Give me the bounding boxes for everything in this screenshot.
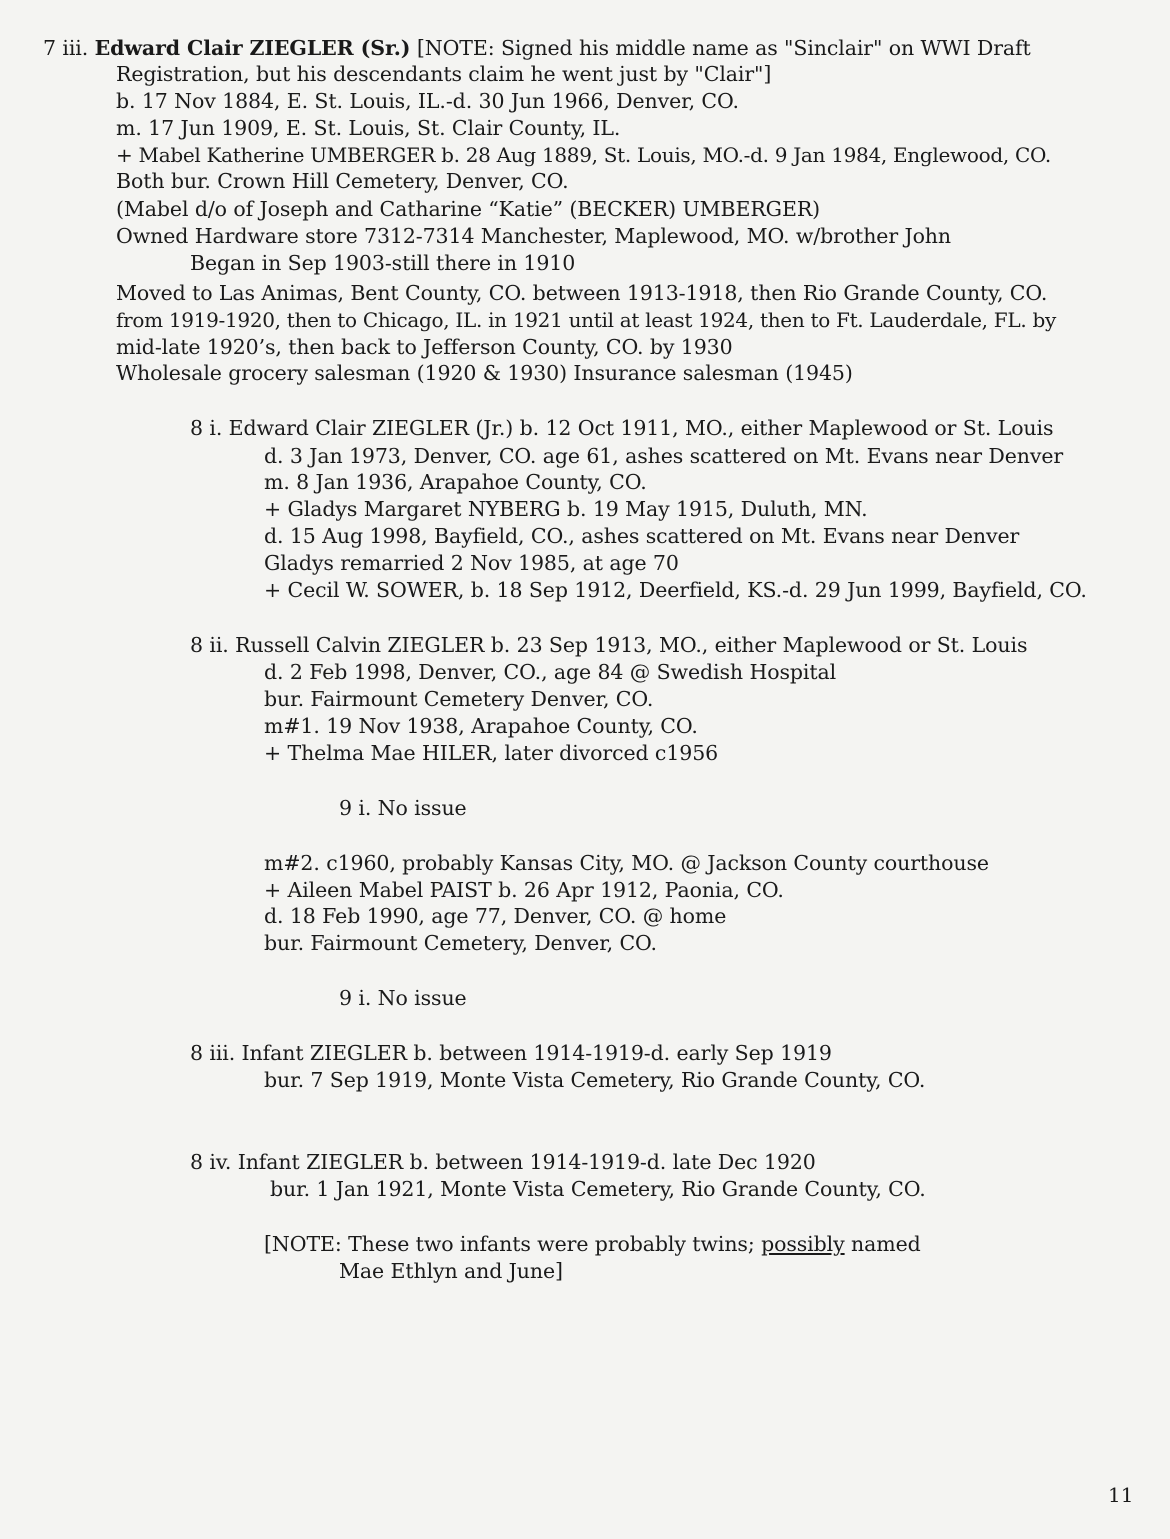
child-8i-marriage: m. 8 Jan 1936, Arapahoe County, CO.	[264, 470, 647, 494]
child-8i-spouse: + Gladys Margaret NYBERG b. 19 May 1915, Duluth, MN.	[264, 497, 868, 521]
twins-note-names: Mae Ethlyn and June]	[339, 1259, 563, 1283]
entry-marriage: m. 17 Jun 1909, E. St. Louis, St. Clair County, IL.	[116, 116, 621, 140]
twins-note	[264, 1231, 921, 1257]
child-8iii-burial: bur. 7 Sep 1919, Monte Vista Cemetery, Rio Grande County, CO.	[264, 1068, 926, 1092]
child-8ii-spouse-2-burial: bur. Fairmount Cemetery, Denver, CO.	[264, 931, 657, 955]
child-8ii-spouse-2-death: d. 18 Feb 1990, age 77, Denver, CO. @ home	[264, 904, 727, 928]
child-8i-spouse-death: d. 15 Aug 1998, Bayfield, CO., ashes scattered on Mt. Evans near Denver	[264, 524, 1020, 548]
child-8ii-issue-2: 9 i. No issue	[339, 986, 467, 1010]
twins-note-text: [NOTE: These two infants were probably twins;	[264, 1232, 762, 1256]
entry-note: [NOTE: Signed his middle name as "Sinclair" on WWI Draft	[416, 36, 1031, 60]
entry-heading-line	[43, 35, 1031, 61]
child-8ii-marriage-2: m#2. c1960, probably Kansas City, MO. @ Jackson County courthouse	[264, 851, 989, 875]
child-8ii-marriage-1: m#1. 19 Nov 1938, Arapahoe County, CO.	[264, 714, 698, 738]
child-8i-heading: 8 i. Edward Clair ZIEGLER (Jr.) b. 12 Oct 1911, MO., either Maplewood or St. Louis	[190, 416, 1054, 440]
entry-birth: b. 17 Nov 1884, E. St. Louis, IL.-d. 30 Jun 1966, Denver, CO.	[116, 89, 739, 113]
entry-spouse: + Mabel Katherine UMBERGER b. 28 Aug 1889, St. Louis, MO.-d. 9 Jan 1984, Englewood, CO.	[116, 143, 1051, 167]
child-8ii-spouse-2: + Aileen Mabel PAIST b. 26 Apr 1912, Paonia, CO.	[264, 878, 784, 902]
child-8i-death: d. 3 Jan 1973, Denver, CO. age 61, ashes scattered on Mt. Evans near Denver	[264, 444, 1064, 468]
child-8i-spouse-2: + Cecil W. SOWER, b. 18 Sep 1912, Deerfield, KS.-d. 29 Jun 1999, Bayfield, CO.	[264, 578, 1087, 602]
child-8ii-death: d. 2 Feb 1998, Denver, CO., age 84 @ Swedish Hospital	[264, 660, 837, 684]
entry-note-cont: Registration, but his descendants claim he went just by "Clair"]	[116, 62, 772, 86]
entry-moves-line-3: mid-late 1920’s, then back to Jefferson County, CO. by 1930	[116, 335, 733, 359]
child-8iii-heading: 8 iii. Infant ZIEGLER b. between 1914-1919-d. early Sep 1919	[190, 1041, 832, 1065]
child-8i-remarried: Gladys remarried 2 Nov 1985, at age 70	[264, 551, 679, 575]
entry-burial: Both bur. Crown Hill Cemetery, Denver, CO.	[116, 169, 569, 193]
child-8ii-burial: bur. Fairmount Cemetery Denver, CO.	[264, 687, 654, 711]
page-number: 11	[1108, 1483, 1134, 1507]
child-8ii-issue-1: 9 i. No issue	[339, 796, 467, 820]
child-8iv-heading: 8 iv. Infant ZIEGLER b. between 1914-1919-d. late Dec 1920	[190, 1150, 816, 1174]
entry-spouse-parents: (Mabel d/o of Joseph and Catharine “Katie” (BECKER) UMBERGER)	[116, 197, 821, 221]
twins-note-text-end: named	[844, 1232, 921, 1256]
entry-hardware-store: Owned Hardware store 7312-7314 Manchester, Maplewood, MO. w/brother John	[116, 224, 952, 248]
child-8ii-spouse-1: + Thelma Mae HILER, later divorced c1956	[264, 741, 719, 765]
entry-hardware-dates: Began in Sep 1903-still there in 1910	[190, 251, 576, 275]
entry-moves-line-1: Moved to Las Animas, Bent County, CO. between 1913-1918, then Rio Grande County, CO.	[116, 281, 1048, 305]
child-8ii-heading: 8 ii. Russell Calvin ZIEGLER b. 23 Sep 1913, MO., either Maplewood or St. Louis	[190, 633, 1028, 657]
entry-moves-line-2: from 1919-1920, then to Chicago, IL. in 1921 until at least 1924, then to Ft. Lauderdale, FL. by	[116, 308, 1056, 332]
entry-name: Edward Clair ZIEGLER (Sr.)	[94, 36, 411, 60]
child-8iv-burial: bur. 1 Jan 1921, Monte Vista Cemetery, Rio Grande County, CO.	[270, 1177, 926, 1201]
entry-occupation: Wholesale grocery salesman (1920 & 1930) Insurance salesman (1945)	[116, 361, 853, 385]
twins-note-underlined: possibly	[761, 1232, 845, 1256]
entry-number: 7 iii.	[43, 36, 89, 60]
